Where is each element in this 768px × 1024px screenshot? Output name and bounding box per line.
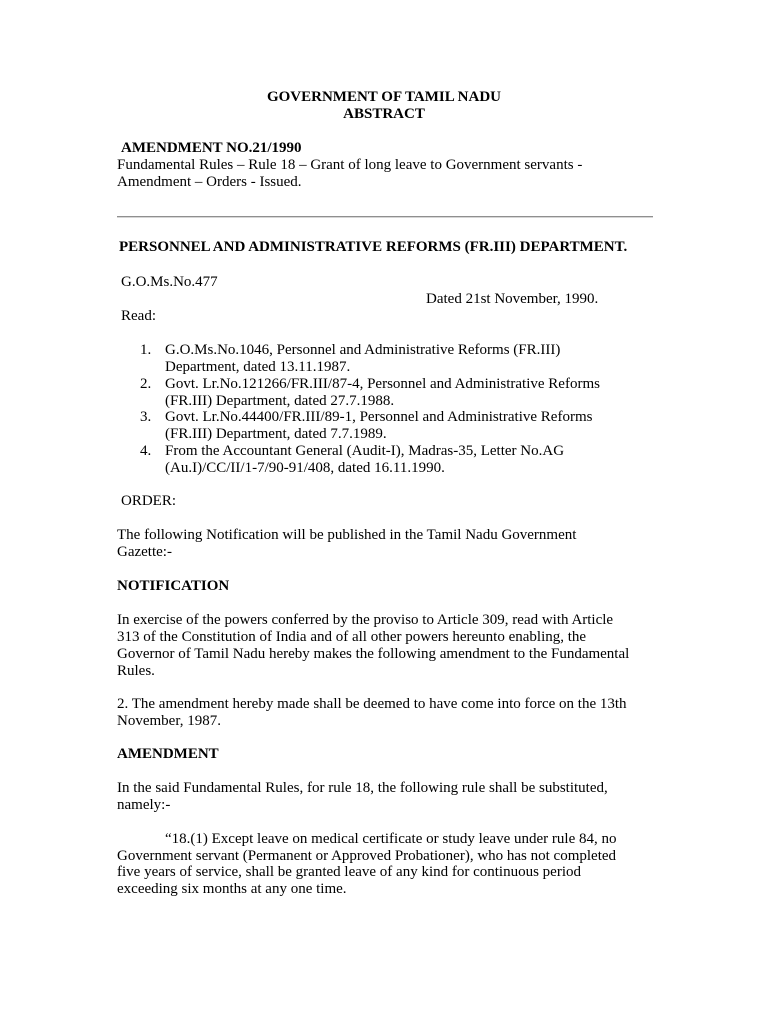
abstract-title: ABSTRACT	[343, 106, 425, 122]
list-number: 2.	[140, 376, 152, 392]
amendment-number: AMENDMENT NO.21/1990	[121, 140, 302, 156]
list-text: Govt. Lr.No.121266/FR.III/87-4, Personnel and Administrative Reforms	[165, 376, 600, 392]
government-title: GOVERNMENT OF TAMIL NADU	[266, 89, 502, 105]
list-text: Govt. Lr.No.44400/FR.III/89-1, Personnel and Administrative Reforms	[165, 409, 593, 425]
list-text: (Au.I)/CC/II/1-7/90-91/408, dated 16.11.1990.	[165, 460, 445, 476]
notification-paragraph: Governor of Tamil Nadu hereby makes the following amendment to the Fundamental	[117, 646, 630, 662]
notification-paragraph: In exercise of the powers conferred by the proviso to Article 309, read with Article	[117, 612, 614, 628]
order-text: The following Notification will be published in the Tamil Nadu Government	[117, 527, 577, 543]
notification-heading: NOTIFICATION	[117, 578, 230, 594]
notification-paragraph: Rules.	[117, 663, 155, 679]
subject-line: Fundamental Rules – Rule 18 – Grant of long leave to Government servants -	[117, 157, 583, 173]
department-heading: PERSONNEL AND ADMINISTRATIVE REFORMS (FR.III) DEPARTMENT.	[119, 239, 628, 255]
horizontal-divider	[117, 216, 653, 218]
order-date: Dated 21st November, 1990.	[426, 291, 599, 307]
list-text: From the Accountant General (Audit-I), Madras-35, Letter No.AG	[165, 443, 565, 459]
rule-text: Government servant (Permanent or Approved Probationer), who has not completed	[117, 848, 617, 864]
notification-paragraph: 313 of the Constitution of India and of all other powers hereunto enabling, the	[117, 629, 587, 645]
list-text: (FR.III) Department, dated 27.7.1988.	[165, 393, 395, 409]
paragraph-2: 2. The amendment hereby made shall be deemed to have come into force on the 13th	[117, 696, 627, 712]
read-label: Read:	[121, 308, 156, 324]
rule-text: “18.(1) Except leave on medical certificate or study leave under rule 84, no	[165, 831, 617, 847]
amendment-intro: In the said Fundamental Rules, for rule 18, the following rule shall be substituted,	[117, 780, 608, 796]
amendment-intro: namely:-	[117, 797, 171, 813]
amendment-heading: AMENDMENT	[117, 746, 219, 762]
paragraph-2: November, 1987.	[117, 713, 221, 729]
list-text: (FR.III) Department, dated 7.7.1989.	[165, 426, 387, 442]
rule-text: exceeding six months at any one time.	[117, 881, 347, 897]
subject-line: Amendment – Orders - Issued.	[117, 174, 302, 190]
list-number: 1.	[140, 342, 152, 358]
go-number: G.O.Ms.No.477	[121, 274, 218, 290]
list-text: Department, dated 13.11.1987.	[165, 359, 351, 375]
list-number: 3.	[140, 409, 152, 425]
order-text: Gazette:-	[117, 544, 172, 560]
order-label: ORDER:	[121, 493, 177, 509]
rule-text: five years of service, shall be granted leave of any kind for continuous period	[117, 864, 582, 880]
list-text: G.O.Ms.No.1046, Personnel and Administrative Reforms (FR.III)	[165, 342, 561, 358]
list-number: 4.	[140, 443, 152, 459]
